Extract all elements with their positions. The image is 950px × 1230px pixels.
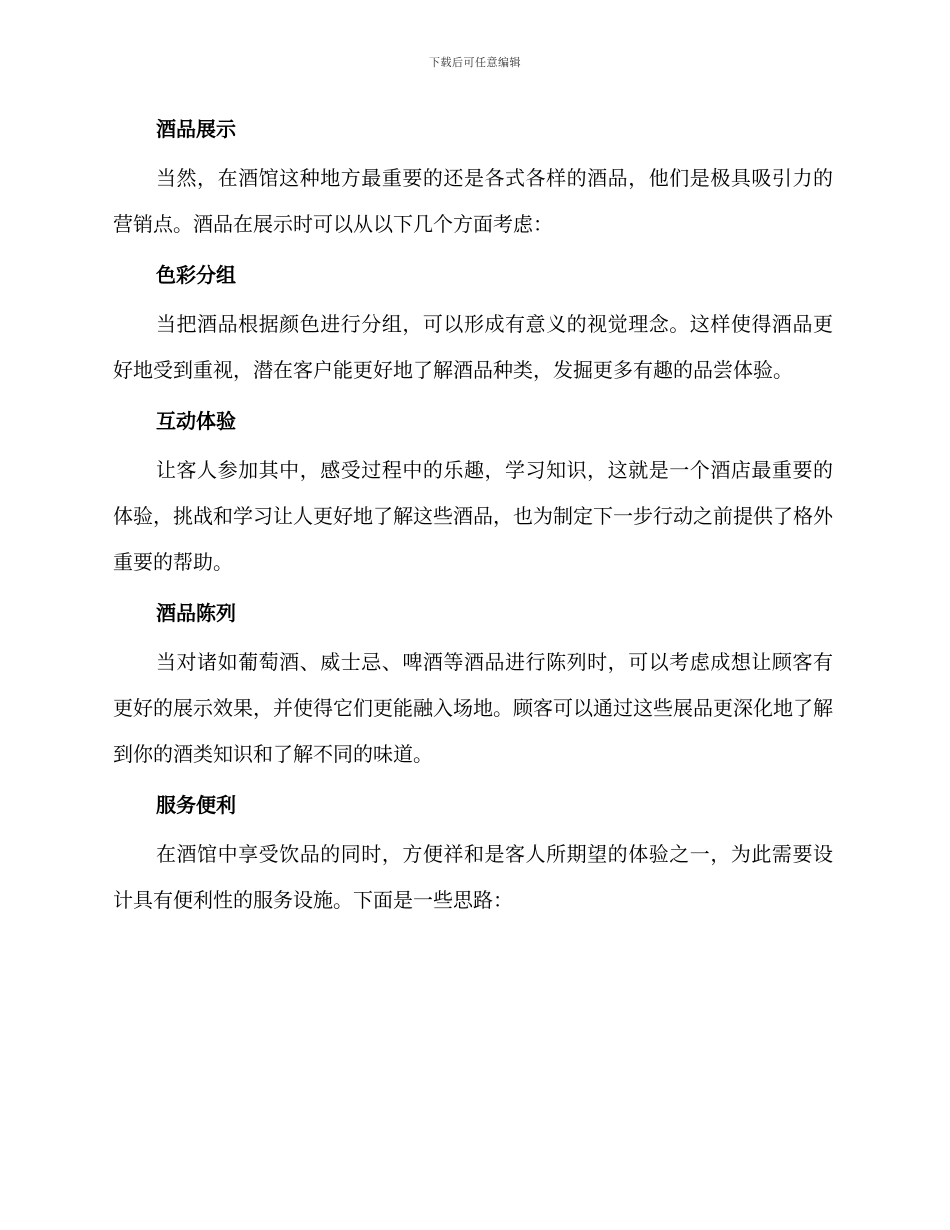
section-paragraph-interactive-experience: 让客人参加其中，感受过程中的乐趣，学习知识，这就是一个酒店最重要的体验，挑战和学习让人更好地了解这些酒品，也为制定下一步行动之前提供了格外重要的帮助。 [113, 458, 833, 574]
section-heading-color-grouping: 色彩分组 [156, 263, 236, 287]
section-paragraph-service-convenience: 在酒馆中享受饮品的同时，方便祥和是客人所期望的体验之一，为此需要设计具有便利性的服务设施。下面是一些思路： [113, 842, 833, 912]
section-paragraph-color-grouping: 当把酒品根据颜色进行分组，可以形成有意义的视觉理念。这样使得酒品更好地受到重视，潜在客户能更好地了解酒品种类，发掘更多有趣的品尝体验。 [113, 312, 833, 382]
section-paragraph-wine-arrangement: 当对诸如葡萄酒、威士忌、啤酒等酒品进行陈列时，可以考虑成想让顾客有更好的展示效果，并使得它们更能融入场地。顾客可以通过这些展品更深化地了解到你的酒类知识和了解不同的味道。 [113, 650, 833, 766]
section-heading-interactive-experience: 互动体验 [156, 409, 236, 433]
section-paragraph-wine-display: 当然，在酒馆这种地方最重要的还是各式各样的酒品，他们是极具吸引力的营销点。酒品在展示时可以从以下几个方面考虑： [113, 166, 833, 236]
section-heading-wine-arrangement: 酒品陈列 [156, 601, 236, 625]
document-body [113, 113, 833, 923]
section-heading-wine-display: 酒品展示 [156, 117, 236, 141]
header-note: 下载后可任意编辑 [429, 56, 521, 69]
section-heading-service-convenience: 服务便利 [156, 793, 236, 817]
